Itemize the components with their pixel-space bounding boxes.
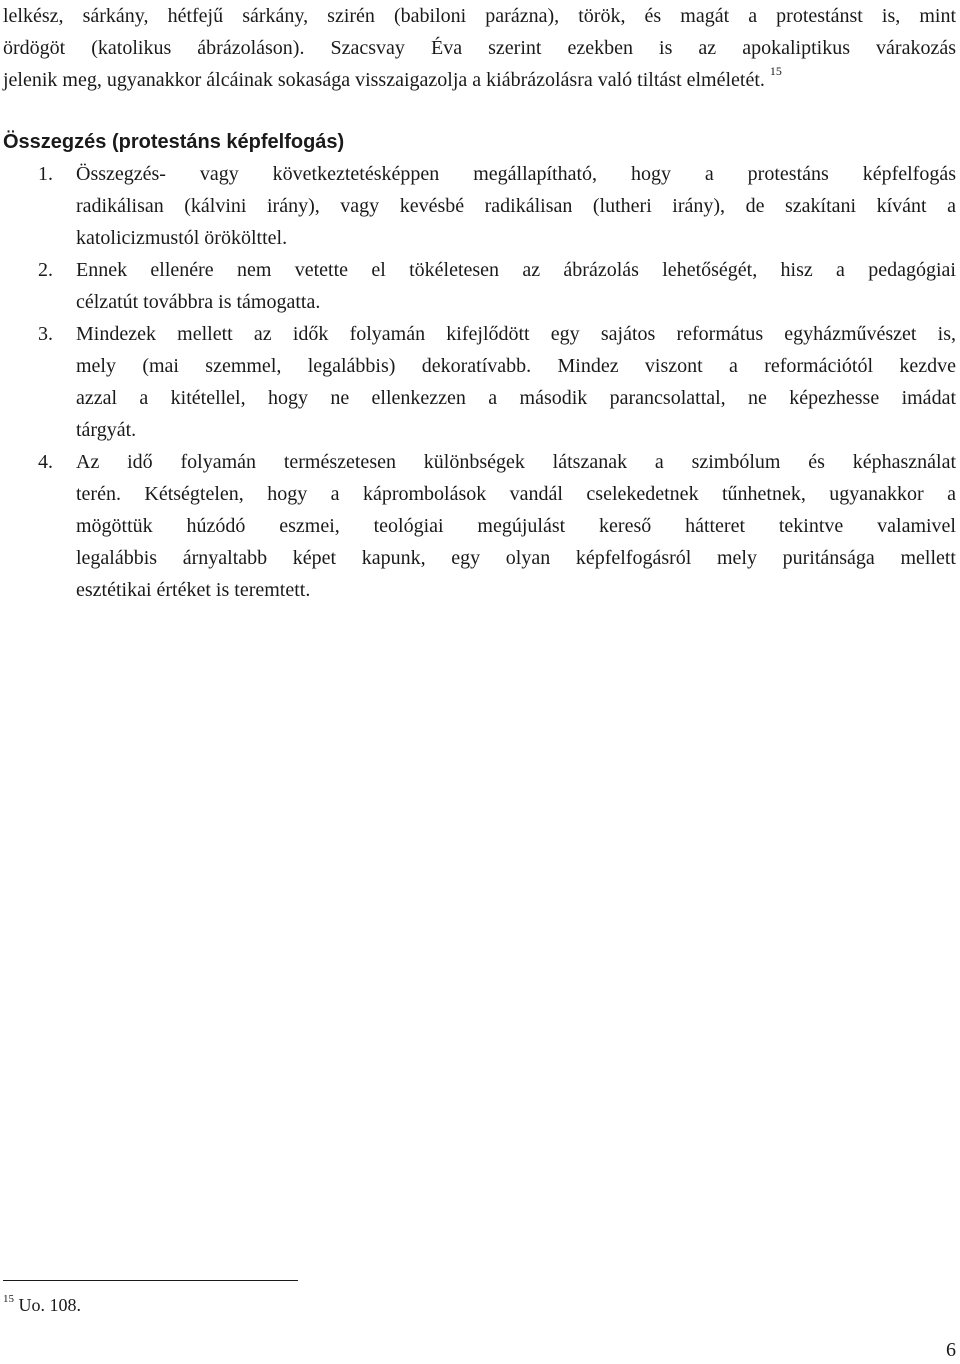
text-line: tárgyát. <box>76 419 137 441</box>
footnote-reference[interactable]: 15 <box>769 64 782 79</box>
list-item-number: 3. <box>38 323 53 345</box>
intro-paragraph <box>3 0 956 96</box>
list-item <box>0 318 956 446</box>
list-item <box>0 446 956 606</box>
text-line: terén. Kétségtelen, hogy a káprombolások vandál cselekedetnek tűnhetnek, ugyanakkor a <box>76 483 956 505</box>
intro-line-text: jelenik meg, ugyanakkor álcáinak sokasága visszaigazolja a kiábrázolásra való tiltást elméletét. <box>3 69 765 91</box>
text-line: Ennek ellenére nem vetette el tökéletesen az ábrázolás lehetőségét, hisz a pedagógiai <box>76 259 956 281</box>
list-item-number: 4. <box>38 451 53 473</box>
text-line: katolicizmustól örökölttel. <box>76 227 288 249</box>
list-item <box>0 158 956 254</box>
footnote-marker: 15 <box>3 1293 14 1305</box>
list-item-number: 2. <box>38 259 53 281</box>
footnote <box>3 1293 81 1317</box>
list-item <box>0 254 956 318</box>
text-line: Mindezek mellett az idők folyamán kifejlődött egy sajátos református egyházművészet is, <box>76 323 956 345</box>
section-heading: Összegzés (protestáns képfelfogás) <box>3 131 345 153</box>
text-line: legalábbis árnyaltabb képet kapunk, egy olyan képfelfogásról mely puritánsága mellett <box>76 547 956 569</box>
footnote-text: Uo. 108. <box>18 1295 81 1315</box>
text-line: azzal a kitétellel, hogy ne ellenkezzen a második parancsolattal, ne képezhesse imádat <box>76 387 956 409</box>
text-line: radikálisan (kálvini irány), vagy kevésbé radikálisan (lutheri irány), de szakítani kívánt a <box>76 195 956 217</box>
list-item-text <box>76 158 956 254</box>
text-line: Összegzés- vagy következtetésképpen megállapítható, hogy a protestáns képfelfogás <box>76 163 956 185</box>
text-line: mögöttük húzódó eszmei, teológiai megújulást kereső hátteret tekintve valamivel <box>76 515 956 537</box>
summary-list <box>0 158 960 606</box>
text-line: esztétikai értéket is teremtett. <box>76 579 311 601</box>
text-line: Az idő folyamán természetesen különbségek látszanak a szimbólum és képhasználat <box>76 451 956 473</box>
intro-line: lelkész, sárkány, hétfejű sárkány, szirén (babiloni parázna), török, és magát a protestánst is, mint <box>3 5 956 27</box>
list-item-text <box>76 446 956 606</box>
list-item-text <box>76 318 956 446</box>
text-line: mely (mai szemmel, legalábbis) dekoratívabb. Mindez viszont a reformációtól kezdve <box>76 355 956 377</box>
intro-line-last <box>3 64 956 96</box>
intro-line: ördögöt (katolikus ábrázoláson). Szacsvay Éva szerint ezekben is az apokaliptikus várakozás <box>3 37 956 59</box>
page-number: 6 <box>946 1339 956 1361</box>
list-item-text <box>76 254 956 318</box>
text-line: célzatút továbbra is támogatta. <box>76 291 321 313</box>
list-item-number: 1. <box>38 163 53 185</box>
footnote-separator <box>3 1280 298 1281</box>
